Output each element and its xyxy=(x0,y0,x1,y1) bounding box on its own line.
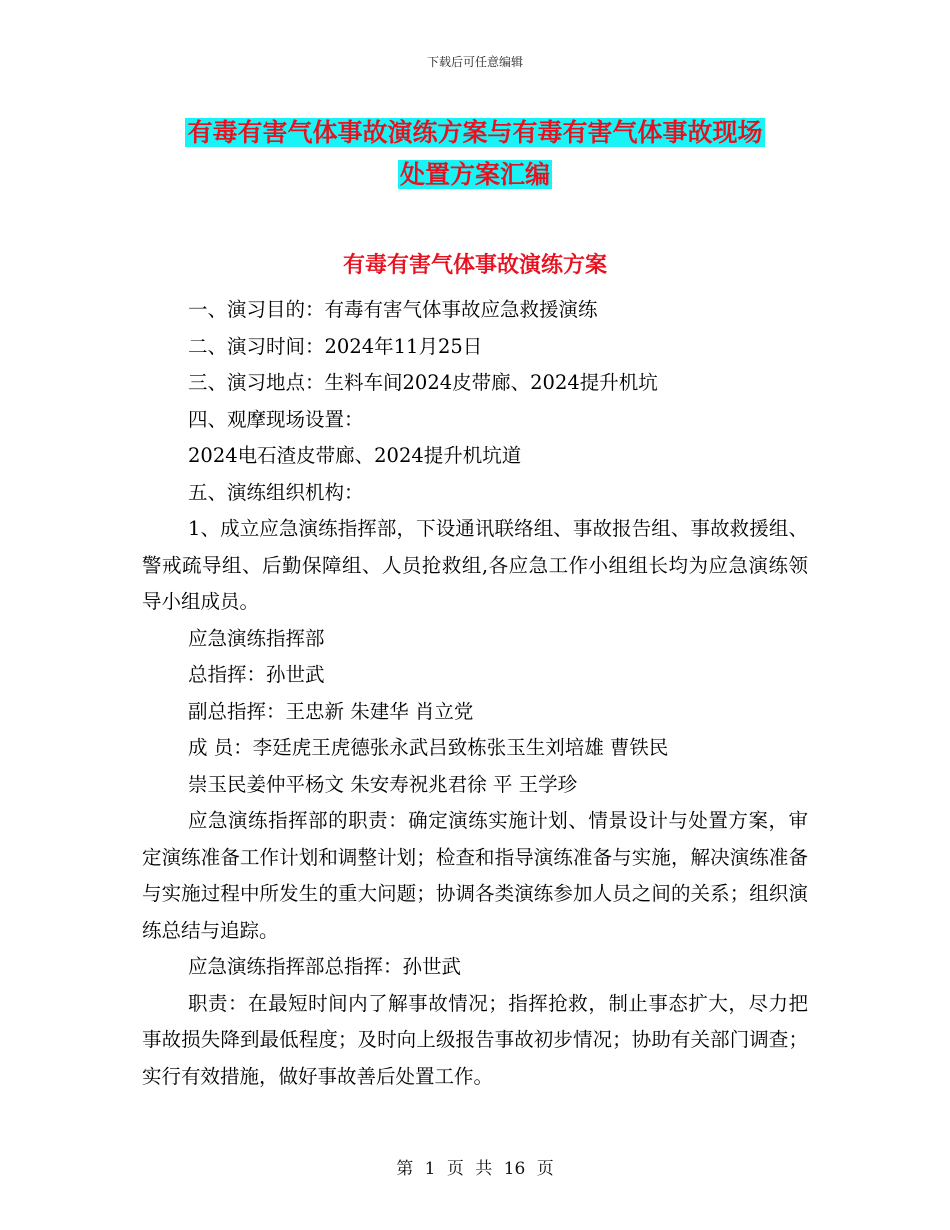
paragraph-observation-site: 2024电石渣皮带廊、2024提升机坑道 xyxy=(188,444,522,467)
header-note: 下载后可任意编辑 xyxy=(426,55,523,69)
paragraph-command-duties: 应急演练指挥部的职责：确定演练实施计划、情景设计与处置方案，审定演练准备工作计划和调整计划；检查和指导演练准备与实施，解决演练准备与实施过程中所发生的重大问题；协调各类演练参加人员之间的关系；组织演练总结与追踪。 xyxy=(142,809,808,942)
paragraph-purpose: 一、演习目的：有毒有害气体事故应急救援演练 xyxy=(188,298,598,321)
paragraph-location: 三、演习地点：生料车间2024皮带廊、2024提升机坑 xyxy=(188,371,658,394)
paragraph-chief-heading: 应急演练指挥部总指挥：孙世武 xyxy=(188,955,462,978)
paragraph-members-cont: 崇玉民姜仲平杨文 朱安寿祝兆君徐 平 王学珍 xyxy=(188,772,578,796)
title-line-1: 有毒有害气体事故演练方案与有毒有害气体事故现场 xyxy=(187,118,763,147)
paragraph-chief-commander: 总指挥：孙世武 xyxy=(188,663,325,686)
paragraph-command-heading: 应急演练指挥部 xyxy=(188,626,325,650)
paragraph-command-setup: 1、成立应急演练指挥部，下设通讯联络组、事故报告组、事故救援组、警戒疏导组、后勤保障组、人员抢救组,各应急工作小组组长均为应急演练领导小组成员。 xyxy=(142,517,808,613)
paragraph-time: 二、演习时间：2024年11月25日 xyxy=(188,334,483,358)
title-line-2: 处置方案汇编 xyxy=(399,160,550,189)
page-footer: 第 1 页 共 16 页 xyxy=(396,1159,554,1179)
paragraph-chief-duties: 职责：在最短时间内了解事故情况；指挥抢救，制止事态扩大，尽力把事故损失降到最低程度；及时向上级报告事故初步情况；协助有关部门调查；实行有效措施，做好事故善后处置工作。 xyxy=(142,991,808,1088)
section-title: 有毒有害气体事故演练方案 xyxy=(342,252,607,278)
document-title xyxy=(0,112,950,196)
paragraph-deputy-commanders: 副总指挥：王忠新 朱建华 肖立党 xyxy=(188,699,474,723)
document-body xyxy=(142,292,808,1095)
paragraph-observation: 四、观摩现场设置： xyxy=(188,407,364,431)
paragraph-members: 成 员：李廷虎王虎德张永武吕致栋张玉生刘培雄 曹铁民 xyxy=(188,736,669,759)
paragraph-organization: 五、演练组织机构： xyxy=(188,480,364,504)
